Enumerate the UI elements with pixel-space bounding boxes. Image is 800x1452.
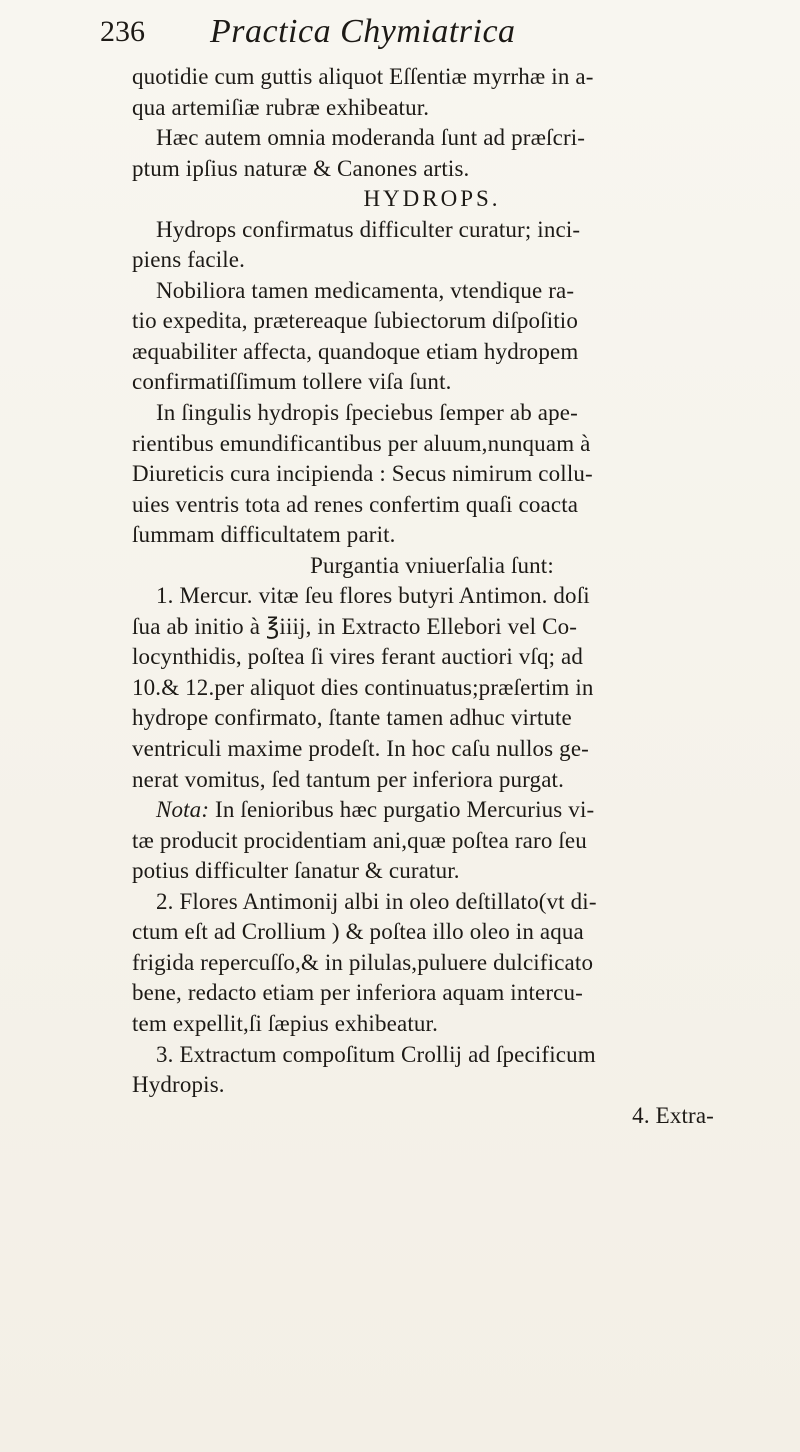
text-line: locynthidis, poſtea ſi vires ferant auctiori vſq; ad: [132, 644, 584, 670]
text-line: In ſingulis hydropis ſpeciebus ſemper ab ape-: [156, 400, 578, 426]
text-line: Hæc autem omnia moderanda ſunt ad præſcri-: [156, 125, 586, 151]
text-line: 1. Mercur. vitæ ſeu flores butyri Antimon. doſi: [156, 583, 590, 609]
text-line: 2. Flores Antimonij albi in oleo deſtillato(vt di-: [156, 888, 597, 914]
text-line: quotidie cum guttis aliquot Eſſentiæ myrrhæ in a-: [132, 64, 594, 89]
text-line: tem expellit,ſi ſæpius exhibeatur.: [132, 1010, 438, 1036]
text-line: Hydropis.: [132, 1072, 225, 1098]
text-line: æquabiliter affecta, quandoque etiam hydropem: [132, 338, 579, 364]
text-line: Nota: In ſenioribus hæc purgatio Mercurius vi-: [156, 797, 595, 823]
running-head: Practica Chymiatrica: [210, 13, 516, 50]
text-line: ſummam difficultatem parit.: [132, 522, 396, 548]
text-line: 10.& 12.per aliquot dies continuatus;præſertim in: [132, 674, 594, 700]
text-line: tio expedita, prætereaque ſubiectorum diſpoſitio: [132, 308, 578, 334]
text-line: Nobiliora tamen medicamenta, vtendique ra-: [156, 277, 575, 303]
page-number: 236: [100, 15, 145, 48]
text-line: ventriculi maxime prodeſt. In hoc caſu nullos ge-: [132, 736, 589, 762]
text-line: tæ producit procidentiam ani,quæ poſtea raro ſeu: [132, 827, 587, 853]
text-line: piens facile.: [132, 247, 246, 273]
text-line: Diureticis cura incipienda : Secus nimirum collu-: [132, 461, 593, 487]
text-line: nerat vomitus, ſed tantum per inferiora purgat.: [132, 766, 564, 792]
text-line: 4. Extra-: [632, 1102, 714, 1128]
text-line: ſua ab initio à ℥iiij, in Extracto Ellebori vel Co-: [132, 613, 578, 639]
text-line: Purgantia vniuerſalia ſunt:: [310, 552, 554, 578]
body-text: [132, 62, 732, 1131]
page-header: [100, 12, 740, 60]
text-line: potius difficulter ſanatur & curatur.: [132, 858, 460, 884]
text-line: frigida repercuſſo,& in pilulas,puluere dulcificato: [132, 949, 594, 975]
text-line: hydrope confirmato, ſtante tamen adhuc virtute: [132, 705, 572, 731]
text-line: ctum eſt ad Crollium ) & poſtea illo oleo in aqua: [132, 919, 584, 945]
text-line: qua artemiſiæ rubræ exhibeatur.: [132, 94, 430, 120]
text-line: uies ventris tota ad renes confertim quaſi coacta: [132, 491, 579, 517]
text-line: 3. Extractum compoſitum Crollij ad ſpecificum: [156, 1041, 596, 1067]
text-line: HYDROPS.: [363, 186, 501, 212]
text-line: ptum ipſius naturæ & Canones artis.: [132, 155, 470, 181]
text-line: confirmatiſſimum tollere viſa ſunt.: [132, 369, 452, 395]
italic-lead: Nota:: [156, 797, 210, 823]
text-line: bene, redacto etiam per inferiora aquam intercu-: [132, 980, 583, 1006]
text-line: rientibus emundificantibus per aluum,nunquam à: [132, 430, 591, 456]
text-line: Hydrops confirmatus difficulter curatur; inci-: [156, 216, 581, 242]
